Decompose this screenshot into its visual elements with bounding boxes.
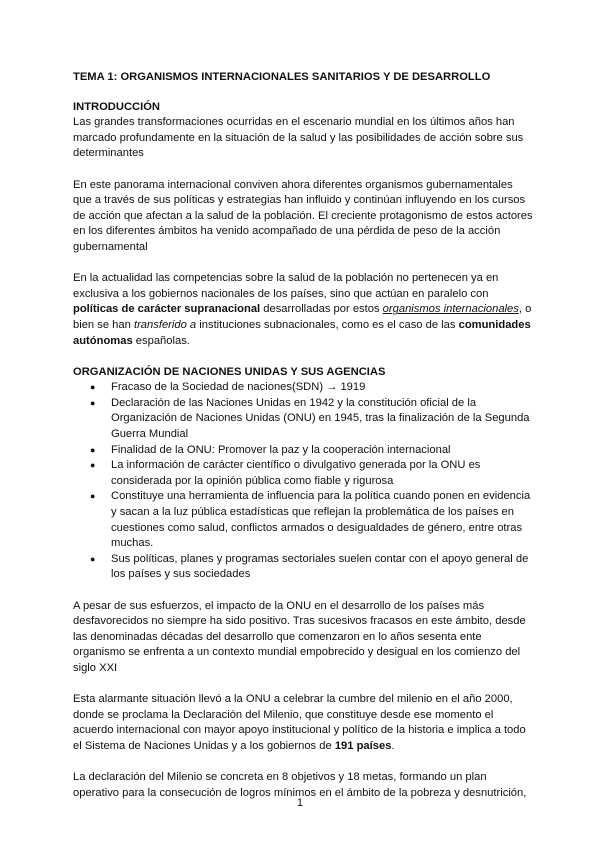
page-number: 1 — [296, 797, 304, 809]
list-item: ● Fracaso de la Sociedad de naciones(SDN) → 1919 — [111, 380, 533, 396]
text-run: desarrolladas por estos — [260, 303, 383, 316]
document-title: TEMA 1: ORGANISMOS INTERNACIONALES SANITARIOS Y DE DESARROLLO — [73, 71, 491, 83]
text-run: Esta alarmante situación llevó a la ONU a celebrar la cumbre del milenio en el año 2000, donde se proclama la Declaración del Milenio, que constituye desde ese momento el acuerdo internacional con mayor apoyo institucional y político de la historia e implica a todo el Sistema de Naciones Unidas y a los gobiernos de — [73, 693, 526, 752]
intro-paragraph-2: En este panorama internacional conviven ahora diferentes organismos gubernamentales que a través de sus políticas y estrategias han influido y continúan influyendo en los cursos de acción que afectan a la salud de la población. El creciente protagonismo de estos actores en los diferentes ámbitos ha venido acompañado de una pérdida de peso de la acción gubernamental — [73, 178, 533, 253]
onu-paragraph-3: La declaración del Milenio se concreta en 8 objetivos y 18 metas, formando un plan operativo para la consecución de logros mínimos en el ámbito de la pobreza y desnutrición, — [73, 771, 527, 799]
text-run: instituciones subnacionales, como es el caso de las — [196, 318, 459, 331]
onu-paragraph-2 — [73, 692, 533, 754]
text-run: , o bien se han — [73, 303, 532, 331]
underlined-text: organismos internacionales — [382, 303, 519, 316]
document-page — [73, 70, 533, 817]
onu-heading: ORGANIZACIÓN DE NACIONES UNIDAS Y SUS AGENCIAS — [73, 365, 386, 378]
text-run: En la actualidad las competencias sobre la salud de la población no pertenecen ya en exclusiva a los gobiernos nacionales de los países, sino que actúan en paralelo con — [73, 272, 499, 300]
italic-text: transferido a — [133, 318, 197, 331]
bold-text: 191 países — [334, 739, 392, 752]
list-item: ● Finalidad de la ONU: Promover la paz y la cooperación internacional — [111, 443, 533, 459]
text-run: españolas. — [132, 334, 190, 347]
bold-text: políticas de carácter supranacional — [73, 303, 261, 316]
list-item: ● Constituye una herramienta de influencia para la política cuando ponen en evidencia y sacan a la luz pública estadísticas que reflejan la problemática de los países en cuestiones como salud, conflictos armados o desigualdades de género, entre otras muchas. — [111, 489, 533, 551]
list-item: ● Declaración de las Naciones Unidas en 1942 y la constitución oficial de la Organización de Naciones Unidas (ONU) en 1945, tras la finalización de la Segunda Guerra Mundial — [111, 396, 533, 443]
onu-bullet-list — [73, 380, 533, 583]
intro-heading: INTRODUCCIÓN — [73, 100, 161, 113]
intro-paragraph-1: Las grandes transformaciones ocurridas en el escenario mundial en los últimos años han marcado profundamente en la situación de la salud y las posibilidades de acción sobre sus determinantes — [73, 116, 524, 160]
bold-text: comunidades autónomas — [73, 318, 531, 347]
onu-paragraph-1: A pesar de sus esfuerzos, el impacto de la ONU en el desarrollo de los países más desfavorecidos no siempre ha sido positivo. Tras sucesivos fracasos en este ámbito, desde las denominadas décadas del desarrollo que comenzaron en lo años sesenta ente organismo se enfrenta a un contexto mundial empobrecido y desigual en los comienzo del siglo XXI — [73, 599, 526, 674]
list-item: ● Sus políticas, planes y programas sectoriales suelen contar con el apoyo general de los países y sus sociedades — [111, 552, 533, 583]
text-run: . — [391, 739, 395, 752]
intro-paragraph-3 — [73, 271, 533, 349]
list-item: ● La información de carácter científico o divulgativo generada por la ONU es considerada por la opinión pública como fiable y rigurosa — [111, 458, 533, 489]
